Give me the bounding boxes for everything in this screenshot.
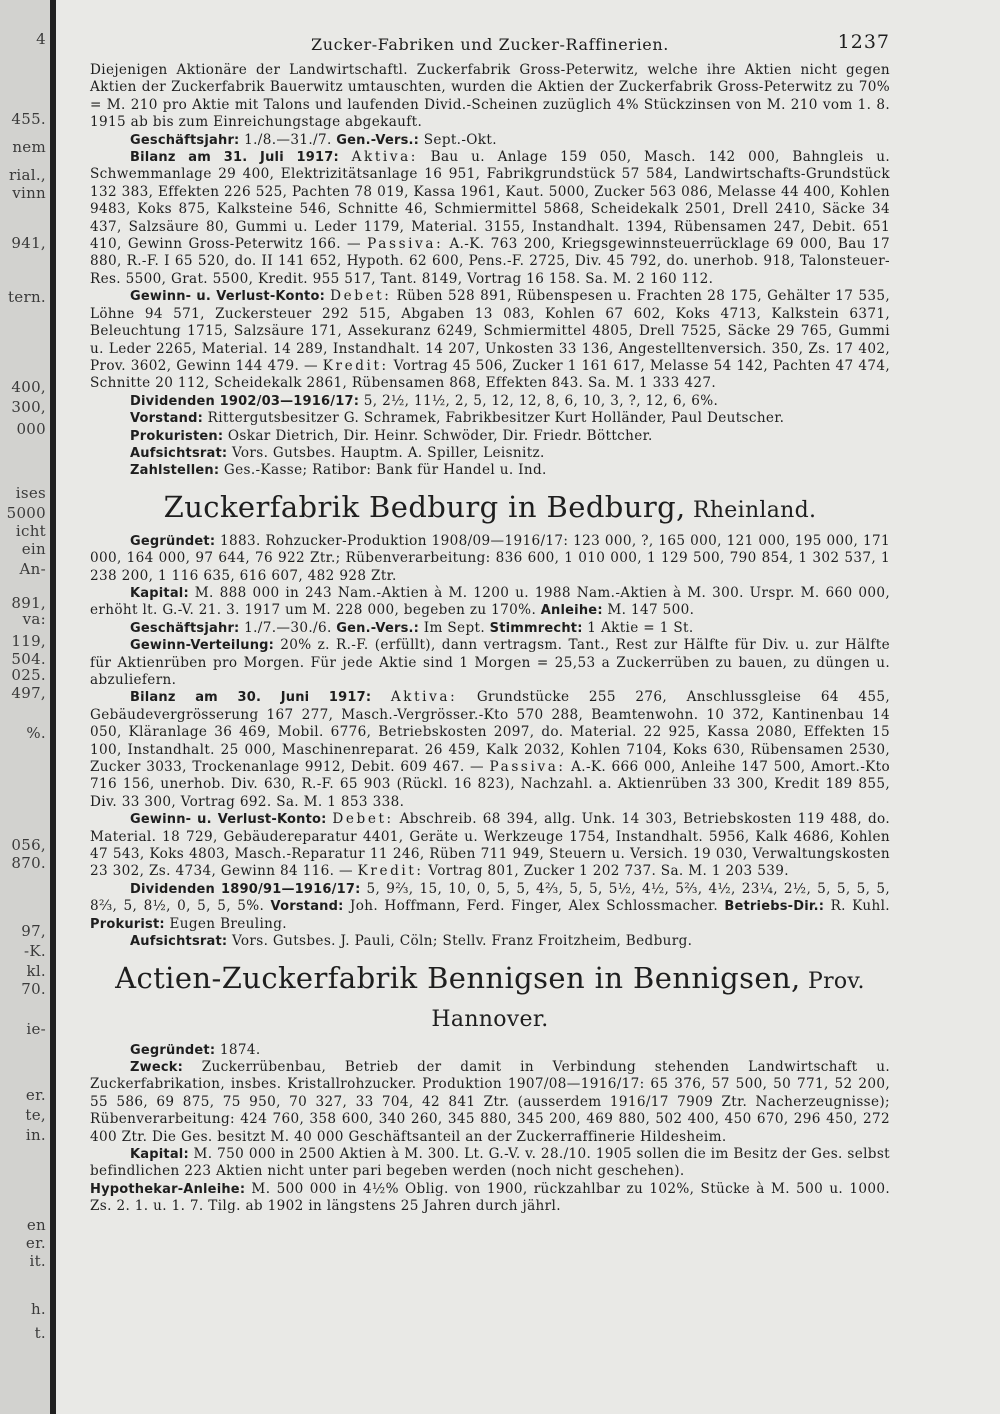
profit-loss-account xyxy=(90,811,890,881)
debet-text: Rüben 528 891, Rübenspesen u. Frachten 28 175, Gehälter 17 535, Löhne 94 571, Zuckersteuer 292 515, Abgaben 13 083, Kohlen 67 602, Koks 4713, Kalkstein 6371, Beleuchtung 1715, Salzsäure 171, Assekuranz 6249, Schmiermittel 4805, Drell 7525, Säcke 29 765, Gummi u. Leder 2265, Material. 14 289, Instandhalt. 14 207, Unkosten 33 136, Angestelltenversich. 350, Zs. 17 402, Prov. 3602, Gewinn 144 479. — xyxy=(90,288,890,374)
label: Geschäftsjahr: xyxy=(130,620,240,636)
label: Vorstand: xyxy=(270,899,344,915)
value: M. 500 000 in 4½% Oblig. von 1900, rückzahlbar zu 102%, Stücke à M. 500 u. 1000. Zs. 2. 1. u. 1. 7. Tilg. ab 1902 in längstens 25 Jahren durch jährl. xyxy=(90,1180,890,1215)
margin-fragment: vinn xyxy=(12,184,46,202)
label: Gen.-Vers.: xyxy=(336,132,420,148)
margin-fragment: ie- xyxy=(26,1020,46,1038)
value: Sept.-Okt. xyxy=(419,131,497,148)
margin-fragment: 891, xyxy=(11,594,46,612)
margin-fragment: nem xyxy=(12,138,46,156)
value: Rittergutsbesitzer G. Schramek, Fabrikbesitzer Kurt Holländer, Paul Deutscher. xyxy=(202,410,785,427)
margin-fragment: en xyxy=(26,1216,46,1234)
supervisory-board-line xyxy=(90,933,890,950)
label: Prokuristen: xyxy=(130,428,224,444)
balance-sheet xyxy=(90,689,890,811)
page-content xyxy=(90,32,890,1392)
company-heading xyxy=(90,490,890,528)
value: M. 888 000 in 243 Nam.-Aktien à M. 1200 u. 1988 Nam.-Aktien à M. 300. Urspr. M. 660 000, erhöht lt. G.-V. 21. 3. 1917 um M. 228 000, begeben zu 170%. xyxy=(90,584,890,619)
margin-fragment: 5000 xyxy=(6,504,46,522)
label: Anleihe: xyxy=(540,603,603,619)
value: R. Kuhl. xyxy=(824,898,890,915)
company-name: Zuckerfabrik Bedburg in Bedburg, xyxy=(163,489,686,524)
company-location: Rheinland. xyxy=(685,497,817,523)
margin-fragment: 504. xyxy=(11,650,46,668)
dividends-line xyxy=(90,881,890,933)
label: Gen.-Vers.: xyxy=(336,620,420,636)
margin-fragment: 870. xyxy=(11,854,46,872)
fiscal-year-line xyxy=(90,132,890,149)
margin-fragment: kl. xyxy=(26,962,46,980)
label: Aufsichtsrat: xyxy=(130,445,228,461)
aktiva-label: Aktiva: xyxy=(390,689,458,706)
procurists-line xyxy=(90,428,890,445)
margin-fragment: 455. xyxy=(11,110,46,128)
label: Dividenden 1902/03—1916/17: xyxy=(130,393,360,409)
label: Gegründet: xyxy=(130,533,216,549)
mortgage-loan-line xyxy=(90,1181,890,1216)
value: Ges.-Kasse; Ratibor: Bank für Handel u. Ind. xyxy=(219,462,547,479)
label: Prokurist: xyxy=(90,916,165,932)
value: Eugen Breuling. xyxy=(164,915,287,932)
passiva-label: Passiva: xyxy=(489,759,566,776)
label: Vorstand: xyxy=(130,411,203,427)
aktiva-label: Aktiva: xyxy=(351,149,418,166)
margin-fragment: er. xyxy=(25,1234,46,1252)
margin-fragment: %. xyxy=(26,724,46,742)
label: Geschäftsjahr: xyxy=(130,132,240,148)
label: Zweck: xyxy=(130,1059,184,1075)
value: 1874. xyxy=(215,1041,261,1058)
margin-fragment: va: xyxy=(22,610,46,628)
label: Kapital: xyxy=(130,1146,189,1162)
intro-paragraph: Diejenigen Aktionäre der Landwirtschaftl. Zuckerfabrik Gross-Peterwitz, welche ihre Aktien nicht gegen Aktien der Zuckerfabrik Bauerwitz umtauschten, wurden die Aktien der Zuckerfabrik Gross-Peterwitz zu 70% = M. 210 pro Aktie mit Talons und laufenden Divid.-Scheinen zuzüglich 4% Stückzinsen von M. 210 vom 1. 8. 1915 ab bis zum Einreichungstage abgekauft. xyxy=(90,62,890,131)
debet-label: Debet: xyxy=(330,288,392,305)
margin-fragment: -K. xyxy=(24,942,46,960)
label: Aufsichtsrat: xyxy=(130,934,228,950)
margin-fragment: te, xyxy=(25,1106,46,1124)
company-location: Prov. Hannover. xyxy=(431,968,865,1032)
label: Stimmrecht: xyxy=(489,620,583,636)
debet-label: Debet: xyxy=(332,811,394,828)
value: 1./8.—31./7. xyxy=(239,131,337,148)
margin-fragment: 056, xyxy=(11,836,46,854)
label: Bilanz am 31. Juli 1917: xyxy=(130,150,339,166)
value: M. 147 500. xyxy=(602,602,695,619)
balance-sheet xyxy=(90,149,890,288)
margin-fragment: 300, xyxy=(11,398,46,416)
label: Zahlstellen: xyxy=(130,463,220,479)
company-heading xyxy=(90,961,890,1037)
label: Gegründet: xyxy=(130,1042,216,1058)
kredit-label: Kredit: xyxy=(322,357,389,374)
paying-agents-line xyxy=(90,462,890,479)
profit-loss-account xyxy=(90,288,890,392)
margin-fragment: ises xyxy=(15,484,46,502)
margin-fragment: 497, xyxy=(11,684,46,702)
margin-fragment: An- xyxy=(19,560,46,578)
margin-fragment: in. xyxy=(25,1126,46,1144)
capital-line xyxy=(90,585,890,620)
founded-line xyxy=(90,533,890,585)
margin-fragment: 4 xyxy=(36,30,46,48)
kredit-label: Kredit: xyxy=(357,863,424,880)
aktiva-text: Grundstücke 255 276, Anschlussgleise 64 455, Gebäudevergrösserung 167 277, Masch.-Vergrösser.-Kto 570 288, Beamtenwohn. 10 372, Kantinenbau 14 050, Kläranlage 36 469, Mobil. 6776, Betriebskosten 2097, do. Material. 22 925, Kassa 2080, Effekten 15 100, Instandhalt. 25 000, Maschinenreparat. 26 459, Kalk 2032, Kohlen 7104, Koks 630, Rübensamen 2530, Zucker 3033, Trockenanlage 9912, Debit. 609 467. — xyxy=(90,689,891,776)
label: Kapital: xyxy=(130,585,189,601)
dividends-line xyxy=(90,393,890,410)
entry-bedburg xyxy=(90,490,890,951)
page-number: 1237 xyxy=(837,31,890,53)
margin-fragment: 97, xyxy=(21,922,46,940)
margin-fragment: 400, xyxy=(11,378,46,396)
value: Joh. Hoffmann, Ferd. Finger, Alex Schlossmacher. xyxy=(343,898,725,915)
margin-fragment: t. xyxy=(34,1324,46,1342)
founded-line xyxy=(90,1042,890,1059)
label: Gewinn- u. Verlust-Konto: xyxy=(130,289,326,305)
aktiva-text: Bau u. Anlage 159 050, Masch. 142 000, Bahngleis u. Schwemmanlage 29 400, Elektrizitätsanlage 16 951, Fabrikgrundstück 57 584, Landwirtschafts-Grundstück 132 383, Effekten 226 525, Pachten 78 019, Kassa 1961, Kaut. 5000, Zucker 563 086, Melasse 44 400, Kohlen 9483, Koks 875, Kalksteine 546, Schnitte 46, Schmiermittel 5868, Scheidekalk 2501, Drell 2410, Säcke 34 437, Salzsäure 80, Gummi u. Leder 1179, Material. 3155, Instandhalt. 1394, Rübensamen 247, Debit. 651 410, Gewinn Gross-Peterwitz 166. — xyxy=(90,149,890,253)
entry-bennigsen xyxy=(90,961,890,1216)
value: 5, 9⅔, 15, 10, 0, 5, 5, 4⅔, 5, 5, 5½, 4½, 5⅔, 4½, 23¼, 2½, 5, 5, 5, 5, 8⅔, 5, 8½, 0, 5, 5, 5%. xyxy=(90,880,890,915)
supervisory-board-line xyxy=(90,445,890,462)
label: Gewinn-Verteilung: xyxy=(130,638,275,654)
label: Bilanz am 30. Juni 1917: xyxy=(130,690,372,706)
margin-fragment: 70. xyxy=(21,980,46,998)
margin-fragment: 025. xyxy=(11,666,46,684)
margin-fragment: h. xyxy=(30,1300,46,1318)
value: 1./7.—30./6. xyxy=(239,619,337,636)
value: 20% z. R.-F. (erfüllt), dann vertragsm. Tant., Rest zur Hälfte für Div. u. zur Hälfte für Aktienrüben pro Morgen. Für jede Aktie sind 1 Morgen = 25,53 a Zuckerrüben zu bauen, zu düngen u. abzuliefern. xyxy=(90,637,890,688)
passiva-text: A.-K. 763 200, Kriegsgewinnsteuerrücklage 69 000, Bau 17 880, R.-F. I 65 520, do. II 141 652, Hypoth. 62 600, Pens.-F. 2725, Div. 45 792, do. unerhob. 918, Talonsteuer-Res. 5500, Grat. 5500, Kredit. 955 517, Tant. 8149, Vortrag 16 158. Sa. M. 2 160 112. xyxy=(90,236,890,287)
value: 1883. Rohzucker-Produktion 1908/09—1916/17: 123 000, ?, 165 000, 121 000, 195 000, 171 000, 164 000, 97 644, 76 922 Ztr.; Rübenverarbeitung: 836 600, 1 010 000, 1 129 500, 790 854, 1 302 537, 1 238 200, 1 116 635, 616 607, 482 928 Ztr. xyxy=(90,532,890,584)
value: Vors. Gutsbes. Hauptm. A. Spiller, Leisnitz. xyxy=(227,444,545,461)
kredit-text: Vortrag 45 506, Zucker 1 161 617, Melasse 54 142, Pachten 47 474, Schnitte 20 112, Scheidekalk 2861, Rübensamen 868, Effekten 843. Sa. M. 1 333 427. xyxy=(90,357,890,392)
margin-fragment: rial., xyxy=(8,166,46,184)
label: Dividenden 1890/91—1916/17: xyxy=(130,881,361,897)
running-header xyxy=(90,32,890,62)
value: Oskar Dietrich, Dir. Heinr. Schwöder, Dir. Friedr. Böttcher. xyxy=(223,427,653,444)
fiscal-year-line xyxy=(90,620,890,637)
value: Im Sept. xyxy=(419,619,490,636)
board-line xyxy=(90,410,890,427)
entry-gross-peterwitz xyxy=(90,62,890,480)
passiva-label: Passiva: xyxy=(367,236,444,253)
margin-fragment: it. xyxy=(29,1252,46,1270)
margin-fragment: 119, xyxy=(11,632,46,650)
adjacent-page-margin xyxy=(0,0,56,1414)
running-header-title: Zucker-Fabriken und Zucker-Raffinerien. xyxy=(311,35,669,54)
debet-text: Abschreib. 68 394, allg. Unk. 14 303, Betriebskosten 119 488, do. Material. 18 729, Gebäudereparatur 4401, Geräte u. Werkzeuge 1754, Instandhalt. 5956, Kalk 4686, Kohlen 47 543, Koks 4803, Masch.-Reparatur 11 246, Rüben 711 949, Steuern u. Versich. 19 030, Verwaltungskosten 23 302, Zs. 4734, Gewinn 84 116. — xyxy=(90,811,890,880)
purpose-line xyxy=(90,1059,890,1146)
label: Hypothekar-Anleihe: xyxy=(90,1181,246,1197)
kredit-text: Vortrag 801, Zucker 1 202 737. Sa. M. 1 203 539. xyxy=(423,863,789,880)
margin-fragment: tern. xyxy=(7,288,46,306)
value: M. 750 000 in 2500 Aktien à M. 300. Lt. G.-V. v. 28./10. 1905 sollen die im Besitz der Ges. selbst befindlichen 223 Aktien nicht unter pari begeben werden (noch nicht geschehen). xyxy=(90,1145,890,1180)
profit-distribution-line xyxy=(90,637,890,689)
margin-fragment: ein xyxy=(21,540,46,558)
company-name: Actien-Zuckerfabrik Bennigsen in Bennigsen, xyxy=(115,960,801,995)
passiva-text: A.-K. 666 000, Anleihe 147 500, Amort.-Kto 716 156, unerhob. Div. 630, R.-F. 65 903 (Rückl. 16 823), Nachzahl. a. Aktienrüben 33 300, Kredit 189 855, Div. 33 300, Vortrag 692. Sa. M. 1 853 338. xyxy=(90,759,890,810)
margin-fragment: 941, xyxy=(11,234,46,252)
margin-fragment: 000 xyxy=(16,420,46,438)
capital-line xyxy=(90,1146,890,1181)
value: Vors. Gutsbes. J. Pauli, Cöln; Stellv. Franz Froitzheim, Bedburg. xyxy=(227,933,693,950)
value: Zuckerrübenbau, Betrieb der damit in Verbindung stehenden Landwirtschaft u. Zuckerfabrikation, insbes. Kristallrohzucker. Produktion 1907/08—1916/17: 65 376, 57 500, 50 771, 52 200, 55 586, 69 875, 75 950, 70 327, 33 704, 42 841 Ztr. (ausserdem 1916/17 7909 Ztr. Nacherzeugnisse); Rübenverarbeitung: 424 760, 358 600, 340 260, 345 880, 345 200, 469 880, 502 400, 450 670, 296 450, 272 400 Ztr. Die Ges. besitzt M. 40 000 Geschäftsanteil an der Zuckerraffinerie Hildesheim. xyxy=(90,1058,890,1145)
margin-fragment: icht xyxy=(15,522,46,540)
margin-fragment: er. xyxy=(25,1086,46,1104)
label: Betriebs-Dir.: xyxy=(724,899,825,915)
label: Gewinn- u. Verlust-Konto: xyxy=(130,812,327,828)
value: 1 Aktie = 1 St. xyxy=(582,619,694,636)
value: 5, 2½, 11½, 2, 5, 12, 12, 8, 6, 10, 3, ?, 12, 6, 6%. xyxy=(359,392,719,409)
